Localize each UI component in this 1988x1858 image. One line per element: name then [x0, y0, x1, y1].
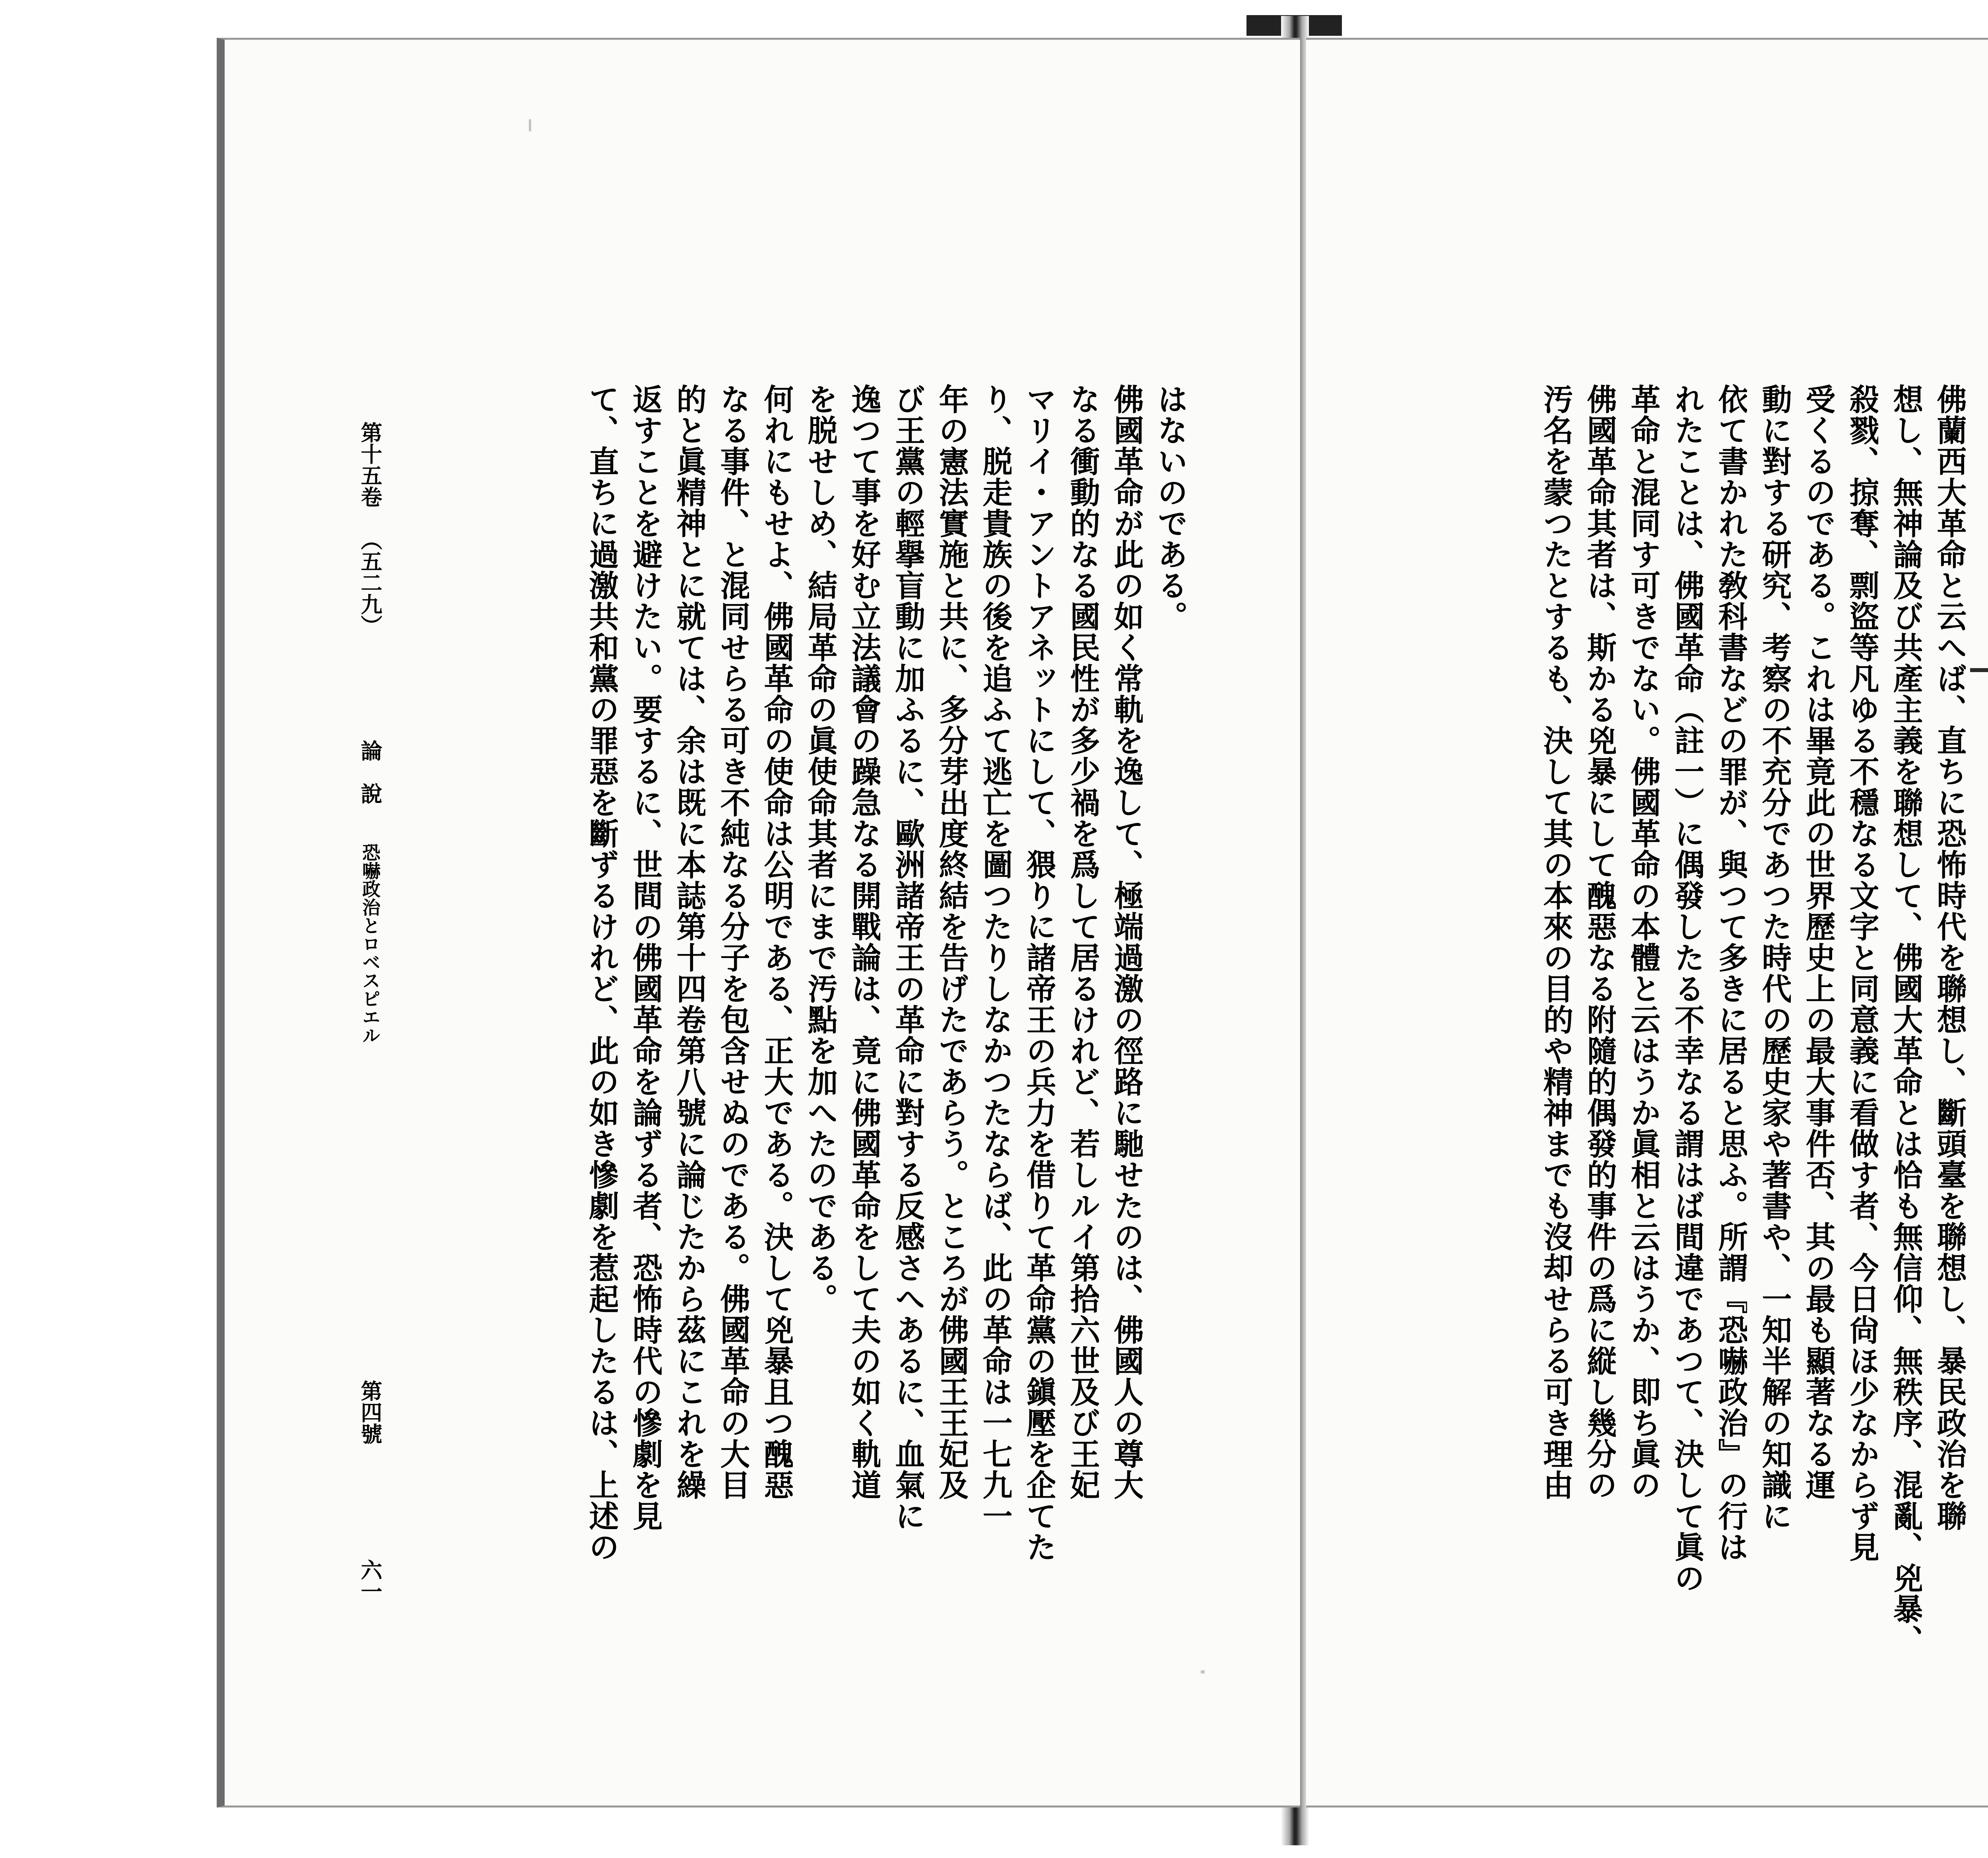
- left-column: り、脱走貴族の後を追ふて逃亡を圖つたりしなかつたならば、此の革命は一七九一: [978, 384, 1011, 1531]
- left-column: び王黨の輕擧盲動に加ふるに、歐洲諸帝王の革命に對する反感さへあるに、血氣に: [891, 384, 924, 1531]
- left-column: マリイ・アントアネットにして、猥りに諸帝王の兵力を借りて革命黨の鎭壓を企てた: [1022, 384, 1055, 1563]
- left-column: を脱せしめ、結局革命の眞使命其者にまで汚點を加へたのである。: [803, 384, 837, 1314]
- section-number-mark: [1970, 668, 1988, 672]
- left-column: なる衝動的なる國民性が多少禍を爲して居るけれど、若しルイ第拾六世及び王妃: [1066, 384, 1099, 1500]
- left-column: 的と眞精神とに就ては、余は既に本誌第十四卷第八號に論じたから茲にこれを繰: [672, 384, 705, 1500]
- right-column: 汚名を蒙つたとするも、決して其の本來の目的や精神までも沒却せらる可き理由: [1539, 384, 1572, 1500]
- scan-speck: [529, 119, 531, 131]
- left-header-page-no: （五二九）: [358, 529, 382, 636]
- left-column: なる事件、と混同せらる可き不純なる分子を包含せぬのである。佛國革命の大目: [716, 384, 749, 1500]
- right-column: 革命と混同す可きでない。佛國革命の本體と云はうか眞相と云はうか、即ち眞の: [1626, 384, 1660, 1500]
- left-header-section: 論 說: [358, 740, 382, 804]
- left-column: 返すことを避けたい。要するに、世間の佛國革命を論ずる者、恐怖時代の慘劇を見: [628, 384, 662, 1531]
- left-column: 逸つて事を好む立法議會の躁急なる開戰論は、竟に佛國革命をして夫の如く軌道: [847, 384, 880, 1500]
- left-header-page-number: 六一: [358, 1559, 382, 1602]
- right-column: 佛蘭西大革命と云へば、直ちに恐怖時代を聯想し、斷頭臺を聯想し、暴民政治を聯: [1932, 384, 1966, 1531]
- left-header-volume: 第十五卷: [358, 422, 382, 507]
- left-column: 年の憲法實施と共に、多分芽出度終結を告げたであらう。ところが佛國王王妃及: [934, 384, 968, 1500]
- right-column: 殺戮、掠奪、剽盜等凡ゆる不穩なる文字と同意義に看做す者、今日尙ほ少なからず見: [1845, 384, 1878, 1563]
- left-column: 何れにもせよ、佛國革命の使命は公明である、正大である。決して兇暴且つ醜惡: [759, 384, 793, 1500]
- scan-speck: [1201, 1670, 1205, 1673]
- left-column: 佛國革命が此の如く常軌を逸して、極端過激の徑路に馳せたのは、佛國人の尊大: [1109, 384, 1143, 1500]
- right-column: 想し、無神論及び共產主義を聯想して、佛國大革命とは恰も無信仰、無秩序、混亂、兇暴、: [1889, 384, 1922, 1656]
- right-column: れたことは、佛國革命（註一）に偶發したる不幸なる謂はば間違であつて、決して眞の: [1670, 384, 1703, 1594]
- right-column: 佛國革命其者は、斯かる兇暴にして醜惡なる附隨的偶發的事件の爲に縦し幾分の: [1582, 384, 1616, 1500]
- left-column: て、直ちに過激共和黨の罪惡を斷ずるけれど、此の如き慘劇を惹起したるは、上述の: [584, 384, 618, 1563]
- right-column: 動に對する研究、考察の不充分であつた時代の歷史家や著書や、一知半解の知識に: [1757, 384, 1791, 1531]
- left-column: はないのである。: [1153, 384, 1186, 632]
- left-header-title: 恐嚇政治とロベスピエル: [360, 843, 380, 1044]
- right-column: 依て書かれた敎科書などの罪が、與つて多きに居ると思ふ。所謂『恐嚇政治』の行は: [1714, 384, 1747, 1563]
- right-column: 受くるのである。これは畢竟此の世界歷史上の最大事件否、其の最も顯著なる運: [1801, 384, 1835, 1500]
- left-running-header: [358, 422, 382, 1666]
- left-header-issue: 第四號: [358, 1380, 382, 1444]
